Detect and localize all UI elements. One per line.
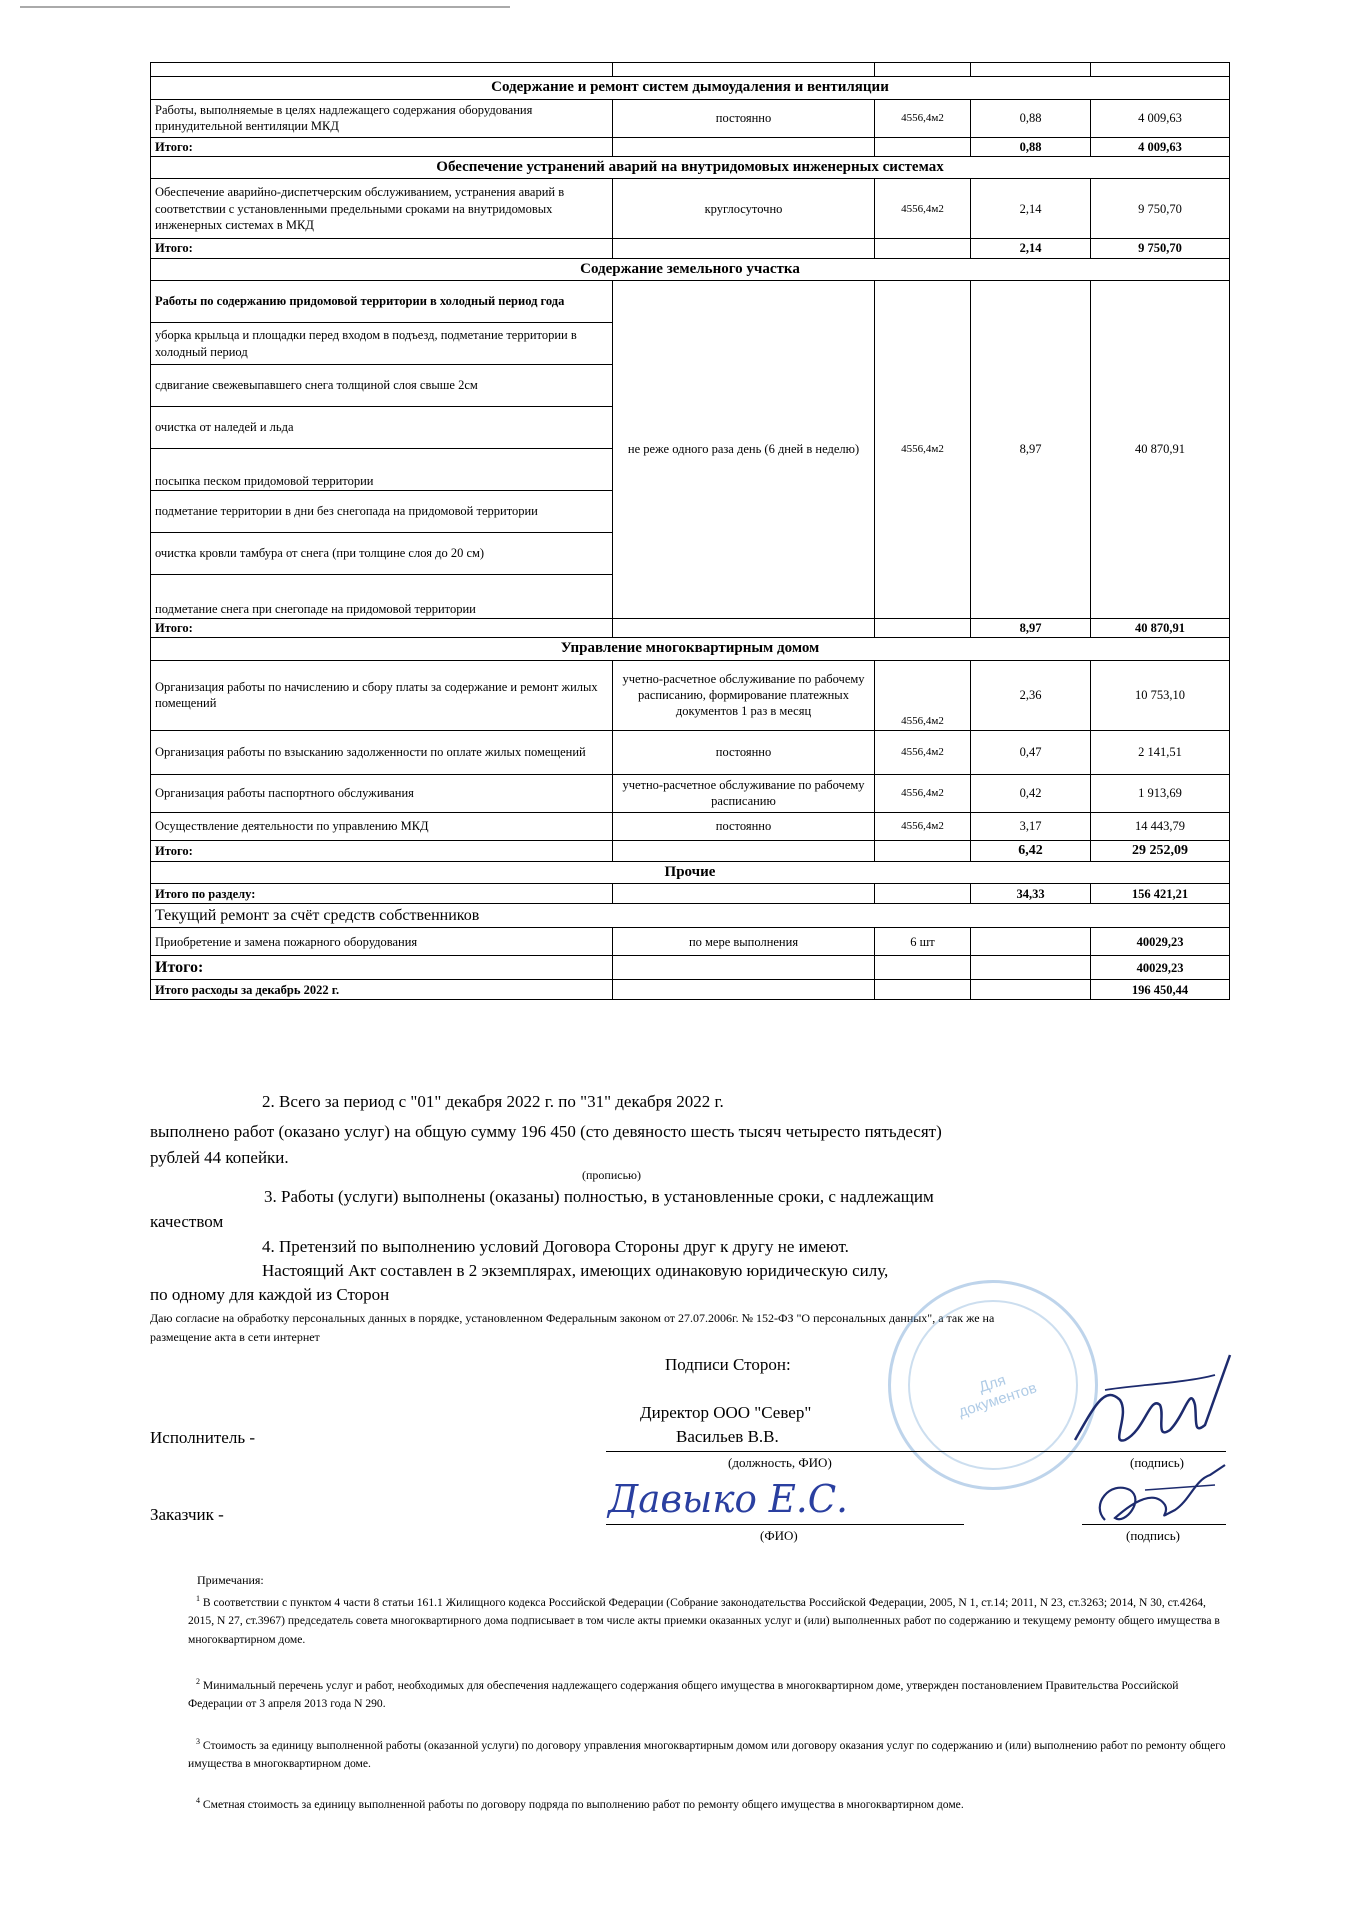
work-period: постоянно: [613, 730, 875, 774]
section-title-row: [151, 638, 1230, 661]
paragraph-total-period: 2. Всего за период с "01" декабря 2022 г. по "31" декабря 2022 г.: [262, 1092, 724, 1111]
note-3-text: Стоимость за единицу выполненной работы (оказанной услуги) по договору управления многоквартирным домом или договору оказания услуг по содержанию и (или) выполнению работ по ремонту общего имущества в многоквартирном доме.: [188, 1738, 1226, 1771]
section-title-row: [151, 861, 1230, 884]
note-4-mark: 4: [196, 1796, 200, 1805]
repair-title: Текущий ремонт за счёт средств собственников: [151, 904, 1230, 928]
stamp-text: Для документов: [956, 1371, 1039, 1421]
total-sum: 40 870,91: [1091, 619, 1230, 638]
customer-signature-icon: [1085, 1460, 1235, 1535]
work-item: подметание снега при снегопаде на придомовой территории: [151, 575, 613, 619]
grand-total-row: [151, 980, 1230, 1000]
customer-signature-caption: (подпись): [1126, 1528, 1180, 1543]
note-3: [188, 1736, 1228, 1774]
work-name: Организация работы по взысканию задолженности по оплате жилых помещений: [151, 730, 613, 774]
work-group-name: Работы по содержанию придомовой территории в холодный период года: [151, 281, 613, 323]
total-label: Итого:: [151, 619, 613, 638]
executor-signature-icon: [1065, 1345, 1240, 1465]
work-period: учетно-расчетное обслуживание по рабочему расписанию: [613, 774, 875, 812]
executor-label: Исполнитель -: [150, 1428, 255, 1447]
note-3-mark: 3: [196, 1737, 200, 1746]
paragraph-no-claims: 4. Претензий по выполнению условий Договора Стороны друг к другу не имеют.: [262, 1237, 849, 1256]
work-unit: 4556,4м2: [875, 812, 971, 840]
paragraph-copies-end: по одному для каждой из Сторон: [150, 1285, 390, 1304]
table-row: [151, 179, 1230, 239]
total-rate: 8,97: [971, 619, 1091, 638]
work-period: по мере выполнения: [613, 928, 875, 956]
executor-name: Васильев В.В.: [676, 1427, 779, 1446]
work-rate: 3,17: [971, 812, 1091, 840]
section-title: Содержание земельного участка: [151, 258, 1230, 281]
customer-label: Заказчик -: [150, 1505, 224, 1524]
table-row: [151, 99, 1230, 137]
work-sum: 10 753,10: [1091, 660, 1230, 730]
table-row: [151, 812, 1230, 840]
total-rate: 0,88: [971, 137, 1091, 156]
total-label: Итого:: [151, 840, 613, 861]
work-sum: 4 009,63: [1091, 99, 1230, 137]
work-name: Приобретение и замена пожарного оборудования: [151, 928, 613, 956]
section-title-row: [151, 156, 1230, 179]
work-period: круглосуточно: [613, 179, 875, 239]
work-name: Работы, выполняемые в целях надлежащего содержания оборудования принудительной вентиляции МКД: [151, 99, 613, 137]
caption-propis: (прописью): [582, 1168, 642, 1182]
work-sum: 40029,23: [1091, 928, 1230, 956]
table-row: [151, 660, 1230, 730]
consent-line-2: размещение акта в сети интернет: [150, 1330, 320, 1344]
paragraph-copies: Настоящий Акт составлен в 2 экземплярах, имеющих одинаковую юридическую силу,: [262, 1261, 889, 1280]
note-1: [188, 1593, 1228, 1650]
section-title: Прочие: [151, 861, 1230, 884]
work-name: Организация работы по начислению и сбору платы за содержание и ремонт жилых помещений: [151, 660, 613, 730]
table-row: [151, 730, 1230, 774]
scan-edge-line: [20, 6, 510, 8]
executor-position: Директор ООО "Север": [640, 1403, 812, 1422]
paragraph-quality-end: качеством: [150, 1212, 224, 1231]
grand-total-label: Итого расходы за декабрь 2022 г.: [151, 980, 613, 1000]
total-label: Итого:: [151, 956, 613, 980]
customer-caption: (ФИО): [760, 1528, 798, 1543]
table-row: [151, 928, 1230, 956]
table-row: [151, 281, 1230, 323]
section-title: Содержание и ремонт систем дымоудаления и вентиляции: [151, 77, 1230, 100]
work-name: Обеспечение аварийно-диспетчерским обслуживанием, устранения аварий в соответствии с установленными предельными сроками на внутридомовых инженерных системах в МКД: [151, 179, 613, 239]
svg-text:Давыко Е.С.: Давыко Е.С.: [606, 1477, 848, 1521]
table-header-row: [151, 63, 1230, 77]
total-sum: 9 750,70: [1091, 239, 1230, 258]
work-period: постоянно: [613, 99, 875, 137]
total-sum: 4 009,63: [1091, 137, 1230, 156]
note-2-text: Минимальный перечень услуг и работ, необходимых для обеспечения надлежащего содержания общего имущества в многоквартирном доме, утвержден постановлением Правительства Российской Федерации от 3 апреля 2013 года N 290.: [188, 1678, 1179, 1711]
paragraph-quality: 3. Работы (услуги) выполнены (оказаны) полностью, в установленные сроки, с надлежащим: [264, 1187, 934, 1206]
work-period: не реже одного раза день (6 дней в неделю): [613, 281, 875, 619]
work-sum: 2 141,51: [1091, 730, 1230, 774]
work-rate: 0,88: [971, 99, 1091, 137]
note-1-mark: 1: [196, 1594, 200, 1603]
work-rate: 0,42: [971, 774, 1091, 812]
work-name: Организация работы паспортного обслуживания: [151, 774, 613, 812]
services-table: [150, 62, 1230, 1000]
signatures-title: Подписи Сторон:: [665, 1355, 791, 1374]
work-unit: 4556,4м2: [875, 99, 971, 137]
work-unit: 4556,4м2: [875, 281, 971, 619]
note-2: [188, 1676, 1228, 1714]
work-rate: 2,14: [971, 179, 1091, 239]
work-unit: 4556,4м2: [875, 660, 971, 730]
paragraph-total-sum: выполнено работ (оказано услуг) на общую сумму 196 450 (сто девяносто шесть тысяч четыресто пятьдесят): [150, 1122, 942, 1141]
notes-title: Примечания:: [197, 1573, 264, 1587]
work-name: Осуществление деятельности по управлению МКД: [151, 812, 613, 840]
work-rate: 0,47: [971, 730, 1091, 774]
work-item: подметание территории в дни без снегопада на придомовой территории: [151, 491, 613, 533]
section-title-row: [151, 258, 1230, 281]
total-label: Итого:: [151, 239, 613, 258]
consent-line-1: Даю согласие на обработку персональных данных в порядке, установленном Федеральным законом от 27.07.2006г. № 152-ФЗ "О персональных данных", а так же на: [150, 1311, 995, 1325]
section-total-label: Итого по разделу:: [151, 884, 613, 904]
work-item: уборка крыльца и площадки перед входом в подъезд, подметание территории в холодный период: [151, 323, 613, 365]
paragraph-total-kopecks: рублей 44 копейки.: [150, 1148, 289, 1167]
work-unit: 4556,4м2: [875, 730, 971, 774]
work-period: постоянно: [613, 812, 875, 840]
total-sum: 40029,23: [1091, 956, 1230, 980]
work-item: сдвигание свежевыпавшего снега толщиной слоя свыше 2см: [151, 365, 613, 407]
total-rate: 6,42: [971, 840, 1091, 861]
executor-signature-caption: (подпись): [1130, 1455, 1184, 1470]
note-4: [188, 1795, 1228, 1814]
total-row: [151, 840, 1230, 861]
section-total-row: [151, 884, 1230, 904]
work-item: очистка от наледей и льда: [151, 407, 613, 449]
note-2-mark: 2: [196, 1677, 200, 1686]
total-sum: 29 252,09: [1091, 840, 1230, 861]
work-unit: 6 шт: [875, 928, 971, 956]
section-title: Обеспечение устранений аварий на внутридомовых инженерных системах: [151, 156, 1230, 179]
work-sum: 40 870,91: [1091, 281, 1230, 619]
repair-title-row: [151, 904, 1230, 928]
grand-total-sum: 196 450,44: [1091, 980, 1230, 1000]
total-row: [151, 239, 1230, 258]
table-row: [151, 774, 1230, 812]
work-item: посыпка песком придомовой территории: [151, 449, 613, 491]
work-rate: 2,36: [971, 660, 1091, 730]
total-row: [151, 137, 1230, 156]
work-unit: 4556,4м2: [875, 774, 971, 812]
work-sum: 1 913,69: [1091, 774, 1230, 812]
section-title-row: [151, 77, 1230, 100]
total-row: [151, 956, 1230, 980]
section-title: Управление многоквартирным домом: [151, 638, 1230, 661]
work-rate: 8,97: [971, 281, 1091, 619]
section-total-sum: 156 421,21: [1091, 884, 1230, 904]
work-item: очистка кровли тамбура от снега (при толщине слоя до 20 см): [151, 533, 613, 575]
work-sum: 14 443,79: [1091, 812, 1230, 840]
work-unit: 4556,4м2: [875, 179, 971, 239]
customer-handwritten-name-icon: [600, 1470, 860, 1530]
total-row: [151, 619, 1230, 638]
note-1-text: В соответствии с пунктом 4 части 8 статьи 161.1 Жилищного кодекса Российской Федерации (Собрание законодательства Российской Федерации, 2005, N 1, ст.14; 2011, N 23, ст.3263; 2014, N 30, ст.4264, 2015, N 27, ст.3967) председатель совета многоквартирного дома подписывает в том числе акты приемки оказанных услуг и (или) выполненных работ по содержанию и текущему ремонту общего имущества в многоквартирном доме.: [188, 1595, 1220, 1646]
work-period: учетно-расчетное обслуживание по рабочему расписанию, формирование платежных документов 1 раз в месяц: [613, 660, 875, 730]
note-4-text: Сметная стоимость за единицу выполненной работы по договору подряда по выполнению работ по ремонту общего имущества в многоквартирном доме.: [202, 1797, 964, 1811]
executor-caption: (должность, ФИО): [728, 1455, 832, 1470]
total-rate: 2,14: [971, 239, 1091, 258]
work-sum: 9 750,70: [1091, 179, 1230, 239]
section-total-rate: 34,33: [971, 884, 1091, 904]
total-label: Итого:: [151, 137, 613, 156]
